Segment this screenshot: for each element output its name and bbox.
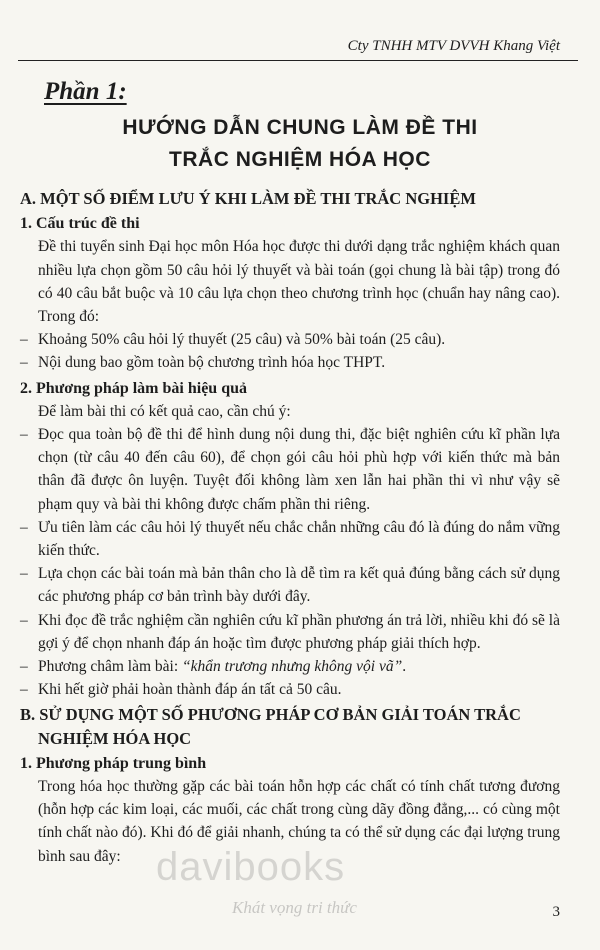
section-a-sub1-paragraph: Đề thi tuyển sinh Đại học môn Hóa học được thi dưới dạng trắc nghiệm khách quan nhiều lựa chọn gồm 50 câu hỏi lý thuyết và bài toán (gọi chung là bài tập) trong đó có 40 câu bắt buộc và 10 câu lựa chọn theo chương trình học (chuẩn hay nâng cao). Trong đó:: [38, 238, 560, 326]
watermark-brand: davibooks: [156, 845, 346, 889]
list-item: – Ưu tiên làm các câu hỏi lý thuyết nếu chắc chắn những câu đó là đúng do nắm vững kiến thức.: [20, 516, 560, 562]
page-number: 3: [552, 904, 560, 920]
header-rule: [18, 60, 578, 61]
part-label: Phần 1:: [44, 78, 127, 105]
chapter-title-line-2: TRẮC NGHIỆM HÓA HỌC: [169, 148, 431, 171]
running-header: Cty TNHH MTV DVVH Khang Việt: [347, 38, 560, 54]
list-item: – Nội dung bao gồm toàn bộ chương trình hóa học THPT.: [20, 351, 560, 374]
motto-suffix: .: [402, 658, 407, 676]
motto-item: [20, 655, 560, 678]
watermark-tagline: Khát vọng tri thức: [232, 898, 357, 917]
page-body: [20, 187, 560, 868]
chapter-title-line-1: HƯỚNG DẪN CHUNG LÀM ĐỀ THI: [122, 116, 478, 139]
list-item: – Đọc qua toàn bộ đề thi để hình dung nội dung thi, đặc biệt nghiên cứu kĩ phần lựa chọn (từ câu 40 đến câu 60), để chọn gói câu hỏi phù hợp với kiến thức mà bản thân đã được ôn luyện. Tuyệt đối không làm xen lẫn hai phần thi vì như vậy sẽ phạm quy và bài thi không được chấm phần thi riêng.: [20, 423, 560, 516]
section-a-sub2-intro: Để làm bài thi có kết quả cao, cần chú ý:: [38, 402, 291, 420]
section-b-heading-line-2: NGHIỆM HÓA HỌC: [38, 728, 192, 748]
list-item: – Khi đọc đề trắc nghiệm cần nghiên cứu kĩ phần phương án trả lời, nhiều khi đó sẽ là gợi ý để chọn nhanh đáp án hoặc tìm được phương pháp giải thích hợp.: [20, 609, 560, 655]
list-item: – Lựa chọn các bài toán mà bản thân cho là dễ tìm ra kết quả đúng bằng cách sử dụng các phương pháp cơ bản trình bày dưới đây.: [20, 562, 560, 608]
section-a-heading: A. MỘT SỐ ĐIỂM LƯU Ý KHI LÀM ĐỀ THI TRẮC NGHIỆM: [20, 189, 476, 208]
motto-quote: “khẩn trương nhưng không vội vã”: [182, 658, 403, 676]
section-b-sub1-heading: 1. Phương pháp trung bình: [20, 754, 207, 772]
section-b-sub1-paragraph: Trong hóa học thường gặp các bài toán hỗn hợp các chất có tính chất tương đương (hỗn hợp các kim loại, các muối, các chất trong cùng dãy đồng đẳng,... có cùng một tính chất nào đó). Khi đó để giải nhanh, chúng ta có thể sử dụng các đại lượng trung bình sau đây:: [38, 778, 560, 865]
list-item: – Khi hết giờ phải hoàn thành đáp án tất cả 50 câu.: [20, 678, 560, 701]
section-b-heading-line-1: B. SỬ DỤNG MỘT SỐ PHƯƠNG PHÁP CƠ BẢN GIẢI TOÁN TRẮC: [20, 705, 521, 725]
section-a-sub2-heading: 2. Phương pháp làm bài hiệu quả: [20, 379, 247, 397]
section-a-sub1-heading: 1. Cấu trúc đề thi: [20, 215, 140, 233]
motto-prefix: Phương châm làm bài:: [38, 658, 183, 676]
list-item: – Khoảng 50% câu hỏi lý thuyết (25 câu) và 50% bài toán (25 câu).: [20, 328, 560, 351]
